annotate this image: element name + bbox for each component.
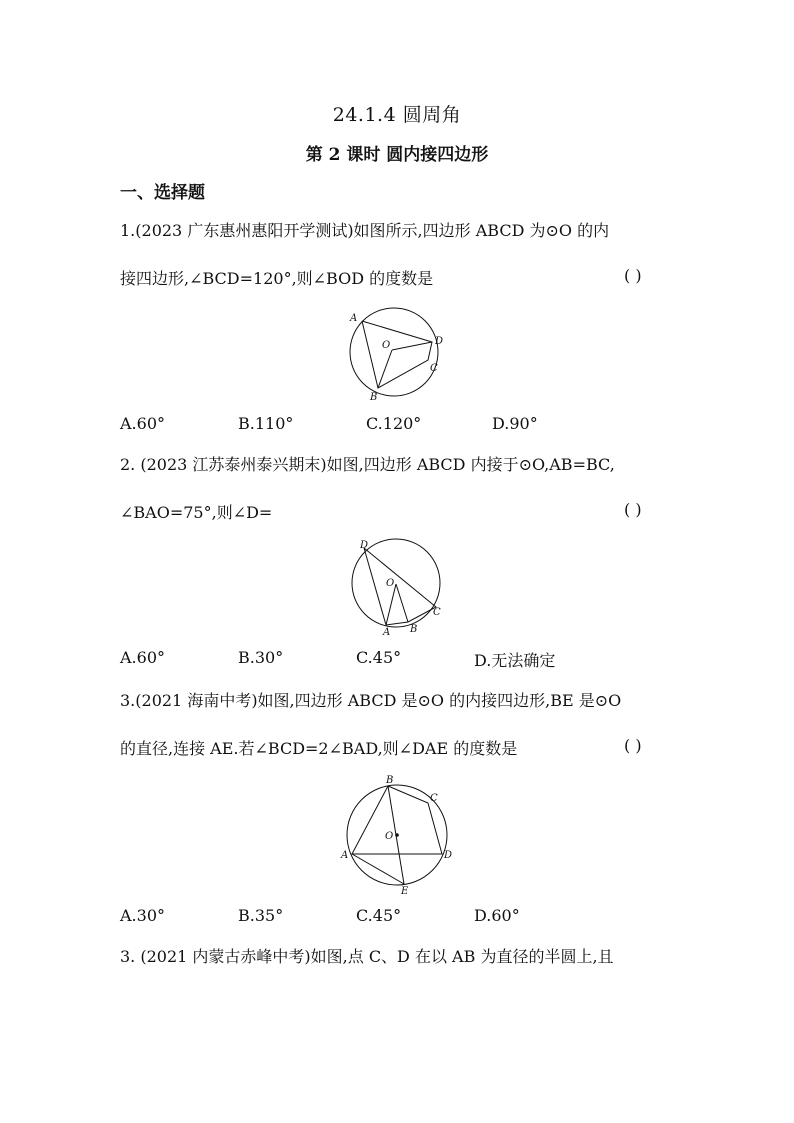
- q2-quadrilateral: [364, 548, 436, 625]
- q1-stem-line2: 接四边形,∠BCD=120°,则∠BOD 的度数是: [120, 269, 434, 288]
- q1-option-a[interactable]: A.60°: [120, 414, 165, 433]
- q2-option-b[interactable]: B.30°: [238, 648, 284, 667]
- q1-label-d: D: [435, 336, 444, 347]
- q2-option-d[interactable]: D.无法确定: [474, 651, 556, 670]
- q3-answer-blank: ( ): [624, 736, 642, 755]
- q1-option-c[interactable]: C.120°: [366, 414, 422, 433]
- q2-label-c: C: [433, 607, 441, 618]
- q1-segment-ob: [378, 350, 392, 388]
- q2-label-b: B: [410, 624, 418, 635]
- q1-figure: [344, 304, 448, 408]
- q1-answer-blank: ( ): [624, 266, 642, 285]
- section-title: 24.1.4 圆周角: [332, 104, 462, 126]
- q1-label-o: O: [382, 340, 391, 351]
- q1-label-b: B: [370, 392, 378, 403]
- q2-label-o: O: [386, 578, 395, 589]
- q3-option-c[interactable]: C.45°: [356, 906, 402, 925]
- q3-option-b[interactable]: B.35°: [238, 906, 284, 925]
- q2-label-a: A: [383, 627, 391, 638]
- q1-option-d[interactable]: D.90°: [492, 414, 538, 433]
- q3-label-b: B: [386, 775, 394, 786]
- q1-quadrilateral: [362, 321, 432, 388]
- part-heading: 一、选择题: [120, 183, 205, 203]
- lesson-title: 第 2 课时 圆内接四边形: [305, 145, 489, 165]
- q3-stem-line2: 的直径,连接 AE.若∠BCD=2∠BAD,则∠DAE 的度数是: [120, 739, 518, 758]
- q3-stem-line1: 3.(2021 海南中考)如图,四边形 ABCD 是⊙O 的内接四边形,BE 是⊙O: [120, 691, 622, 710]
- q3-figure: [338, 772, 462, 896]
- q2-segment-oa: [386, 584, 396, 625]
- q3-label-e: E: [401, 886, 409, 896]
- q3-label-o: O: [385, 831, 394, 842]
- q1-label-c: C: [430, 363, 438, 374]
- q3-label-d: D: [444, 850, 453, 861]
- q2-figure: [346, 536, 450, 640]
- q2-segment-ob: [396, 584, 408, 622]
- q3-label-a: A: [341, 850, 349, 861]
- q1-option-b[interactable]: B.110°: [238, 414, 294, 433]
- q2-stem-line2: ∠BAO=75°,则∠D=: [120, 503, 273, 522]
- q1-label-a: A: [350, 313, 358, 324]
- q2-option-a[interactable]: A.60°: [120, 648, 165, 667]
- q4-stem-line1: 3. (2021 内蒙古赤峰中考)如图,点 C、D 在以 AB 为直径的半圆上,且: [120, 947, 614, 966]
- q3-center-dot: [395, 833, 399, 837]
- q3-label-c: C: [430, 793, 438, 804]
- q3-option-a[interactable]: A.30°: [120, 906, 165, 925]
- q2-option-c[interactable]: C.45°: [356, 648, 402, 667]
- q3-option-d[interactable]: D.60°: [474, 906, 520, 925]
- q2-stem-line1: 2. (2023 江苏泰州泰兴期末)如图,四边形 ABCD 内接于⊙O,AB=BC,: [120, 455, 615, 474]
- q2-label-d: D: [360, 540, 369, 551]
- q2-answer-blank: ( ): [624, 500, 642, 519]
- q1-segment-od: [392, 342, 432, 350]
- q1-stem-line1: 1.(2023 广东惠州惠阳开学测试)如图所示,四边形 ABCD 为⊙O 的内: [120, 221, 610, 240]
